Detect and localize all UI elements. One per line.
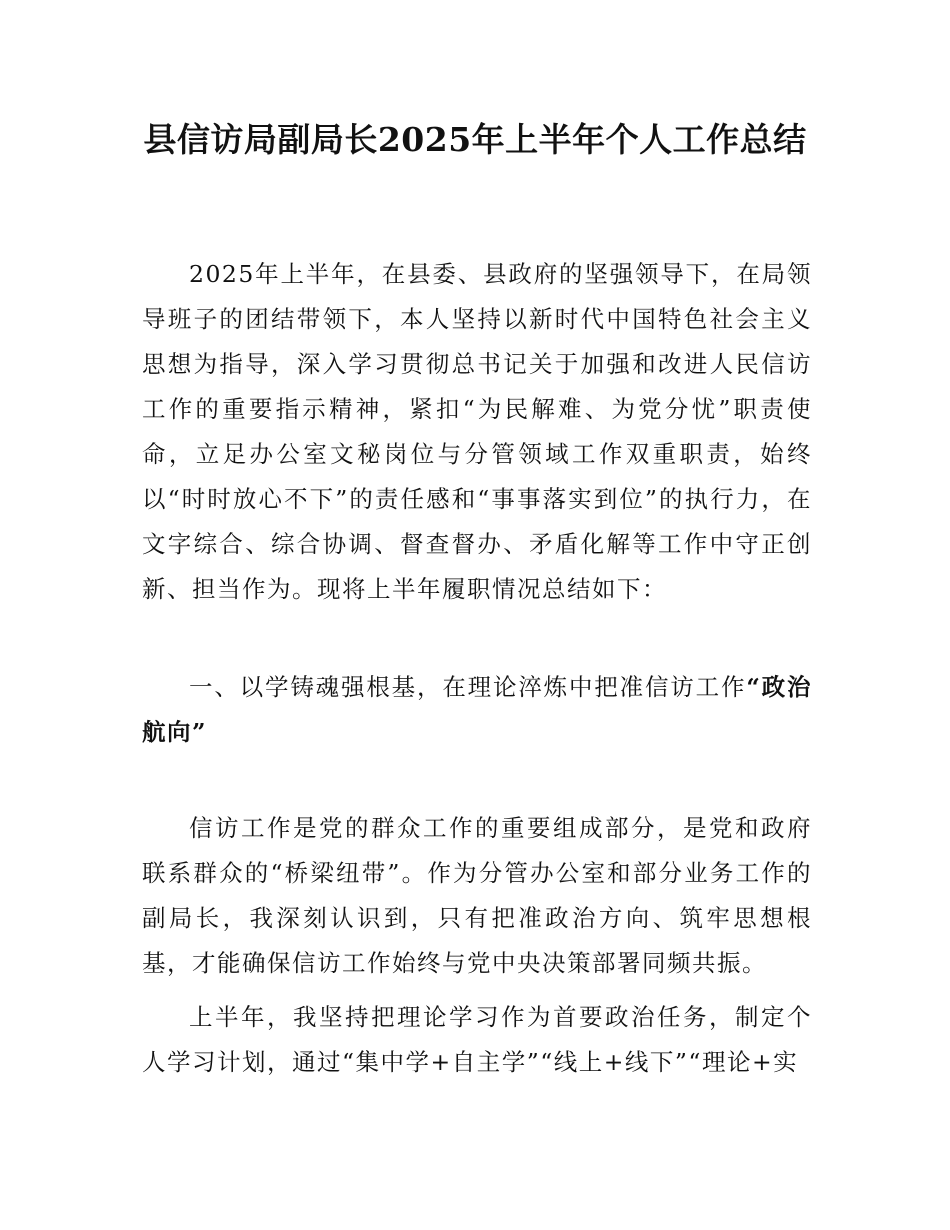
section-heading-1-main: 一、以学铸魂强根基，在理论淬炼中把准信访工作 — [189, 673, 747, 701]
intro-paragraph: 2025年上半年，在县委、县政府的坚强领导下，在局领导班子的团结带领下，本人坚持以新时代中国特色社会主义思想为指导，深入学习贯彻总书记关于加强和改进人民信访工作的重要指示精神，紧扣“为民解难、为党分忧”职责使命，立足办公室文秘岗位与分管领域工作双重职责，始终以“时时放心不下”的责任感和“事事落实到位”的执行力，在文字综合、综合协调、督查督办、矛盾化解等工作中守正创新、担当作为。现将上半年履职情况总结如下： — [142, 260, 812, 603]
section-heading-1-quote: “政治航向” — [142, 673, 812, 746]
section-1-paragraph-2: 上半年，我坚持把理论学习作为首要政治任务，制定个人学习计划，通过“集中学+自主学”“线上+线下”“理论+实 — [142, 1003, 812, 1076]
section-heading-1 — [142, 665, 812, 755]
document-title: 县信访局副局长2025年上半年个人工作总结 — [143, 120, 807, 159]
section-1-paragraph-1: 信访工作是党的群众工作的重要组成部分，是党和政府联系群众的“桥梁纽带”。作为分管办公室和部分业务工作的副局长，我深刻认识到，只有把准政治方向、筑牢思想根基，才能确保信访工作始终与党中央决策部署同频共振。 — [142, 814, 812, 977]
